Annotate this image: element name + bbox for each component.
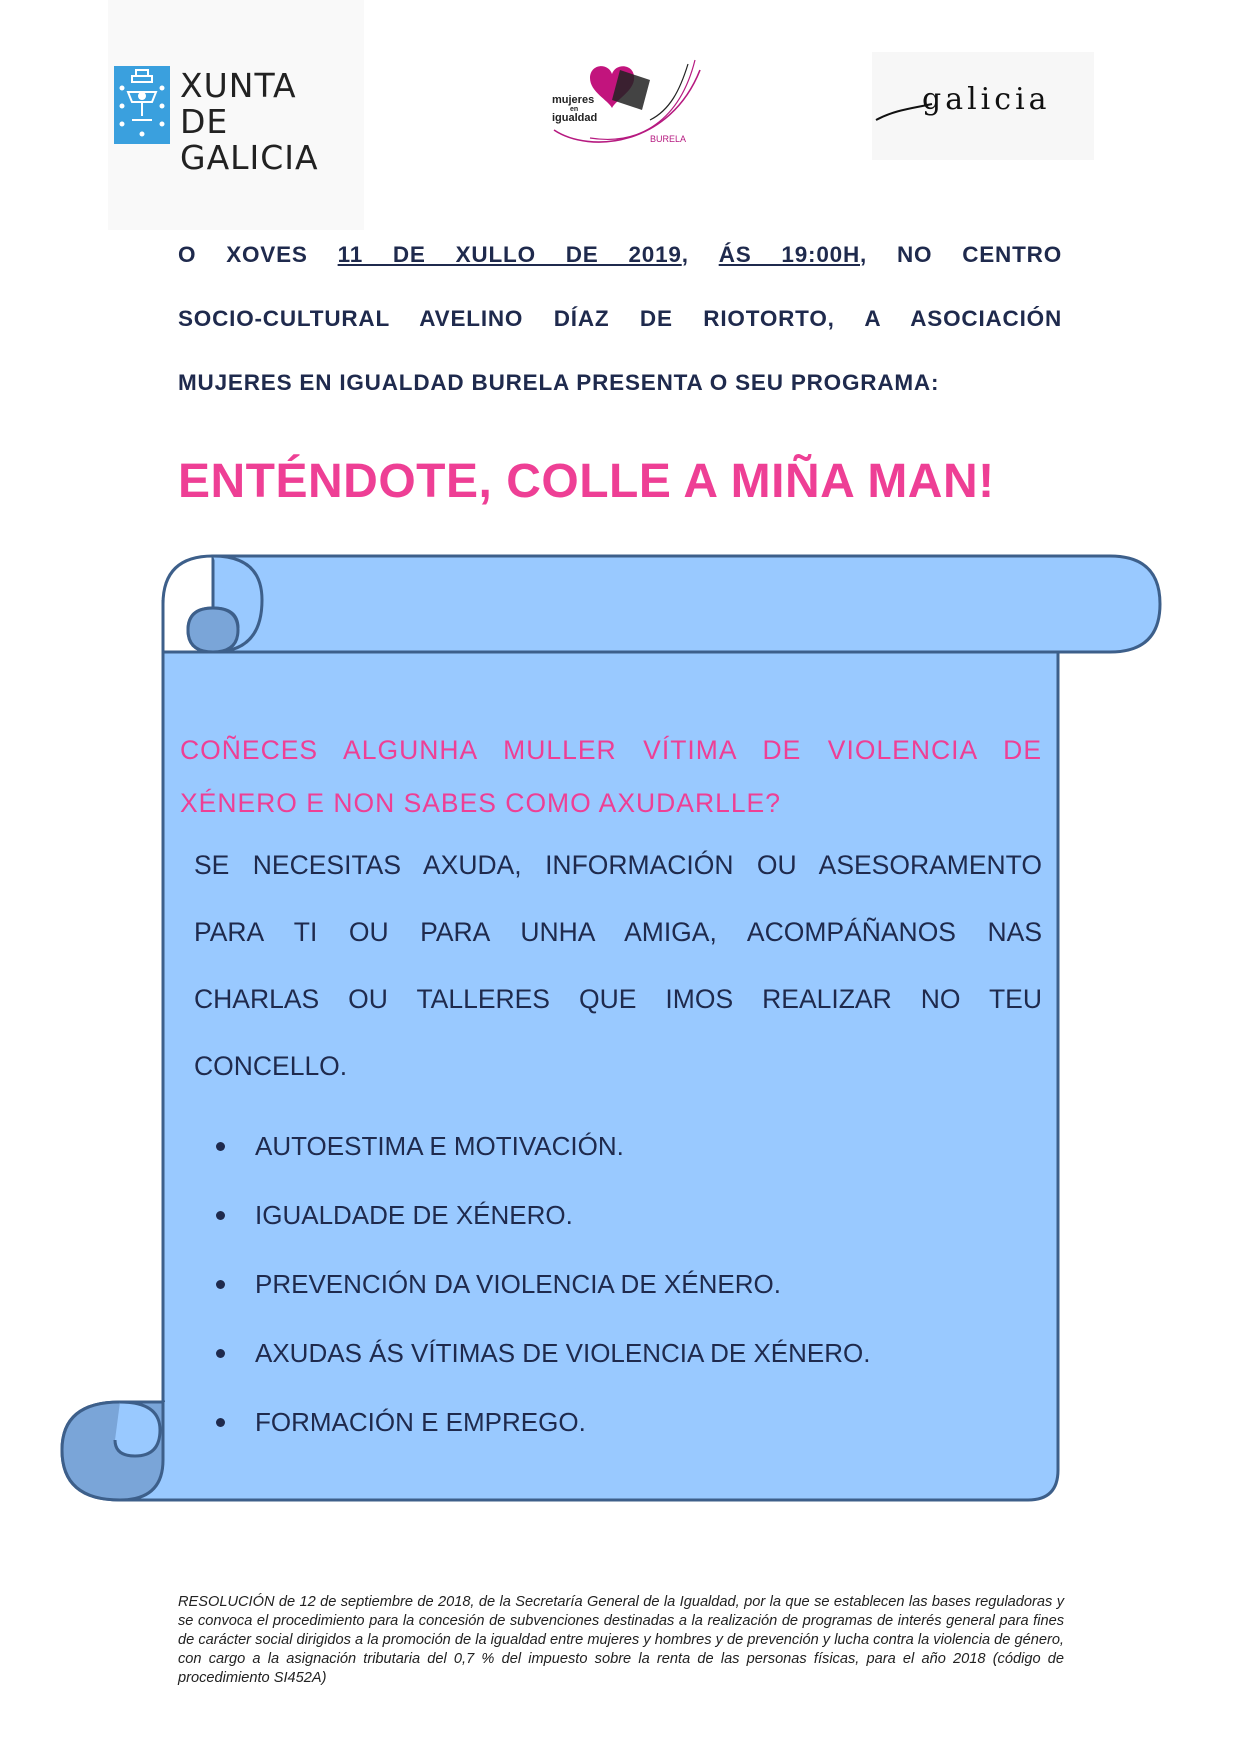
bullet-icon — [216, 1142, 225, 1151]
headline: ENTÉNDOTE, COLLE A MIÑA MAN! — [178, 455, 995, 508]
intro-word-o: O — [178, 242, 197, 267]
body-line-4: CONCELLO. — [194, 1051, 348, 1081]
body-line-1: SE NECESITAS AXUDA, INFORMACIÓN OU ASESORAMENTO — [194, 850, 1042, 880]
bullet-icon — [216, 1349, 225, 1358]
body-line-2: PARA TI OU PARA UNHA AMIGA, ACOMPÁÑANOS NAS — [194, 917, 1042, 947]
list-item-label: AXUDAS ÁS VÍTIMAS DE VIOLENCIA DE XÉNERO. — [255, 1338, 871, 1368]
event-date: 11 DE XULLO DE 2019 — [337, 242, 682, 267]
list-item — [216, 1407, 586, 1438]
intro-line-2: SOCIO-CULTURAL AVELINO DÍAZ DE RIOTORTO, A ASOCIACIÓN — [178, 306, 1062, 331]
intro-word-xoves: XOVES — [226, 242, 308, 267]
list-item-label: IGUALDADE DE XÉNERO. — [255, 1200, 573, 1230]
list-item — [216, 1200, 573, 1231]
intro-line-1: O XOVES 11 DE XULLO DE 2019, ÁS 19:00H, NO CENTRO — [178, 242, 1062, 267]
list-item-label: PREVENCIÓN DA VIOLENCIA DE XÉNERO. — [255, 1269, 781, 1299]
intro-word-no-centro: NO CENTRO — [896, 242, 1062, 267]
list-item-label: AUTOESTIMA E MOTIVACIÓN. — [255, 1131, 624, 1161]
bullet-icon — [216, 1211, 225, 1220]
mujeres-logo-line2: en — [570, 106, 579, 113]
mujeres-logo-line1: mujeres — [552, 94, 595, 106]
question-line-1: COÑECES ALGUNHA MULLER VÍTIMA DE VIOLENCIA DE — [180, 735, 1042, 765]
xunta-logo-line2: DE GALICIA — [180, 102, 319, 177]
list-item-label: FORMACIÓN E EMPREGO. — [255, 1407, 586, 1437]
list-item — [216, 1338, 871, 1369]
bullet-icon — [216, 1280, 225, 1289]
bullet-icon — [216, 1418, 225, 1427]
intro-line-3: MUJERES EN IGUALDAD BURELA PRESENTA O SEU PROGRAMA: — [178, 370, 940, 395]
list-item — [216, 1269, 781, 1300]
question-line-2: XÉNERO E NON SABES COMO AXUDARLLE? — [180, 788, 781, 818]
legal-footnote: RESOLUCIÓN de 12 de septiembre de 2018, de la Secretaría General de la Igualdad, por la que se establecen las bases reguladoras y se convoca el procedimiento para la concesión de subvenciones destinadas a la realización de programas de interés general para fines de carácter social dirigidos a la promoción de la igualdad entre mujeres y hombres y de prevención y lucha contra la violencia de género, con cargo a la asignación tributaria del 0,7 % del impuesto sobre la renta de las personas físicas, para el año 2018 (código de procedimiento SI452A) — [178, 1594, 1064, 1686]
xunta-logo-line1: XUNTA — [180, 66, 297, 105]
mujeres-logo-line3: igualdad — [552, 112, 598, 124]
galicia-wordmark: galicia — [922, 82, 1051, 117]
mujeres-logo-sub: BURELA — [650, 134, 687, 144]
list-item — [216, 1131, 624, 1162]
event-time: ÁS 19:00H — [718, 242, 861, 267]
body-line-3: CHARLAS OU TALLERES QUE IMOS REALIZAR NO TEU — [194, 984, 1042, 1014]
